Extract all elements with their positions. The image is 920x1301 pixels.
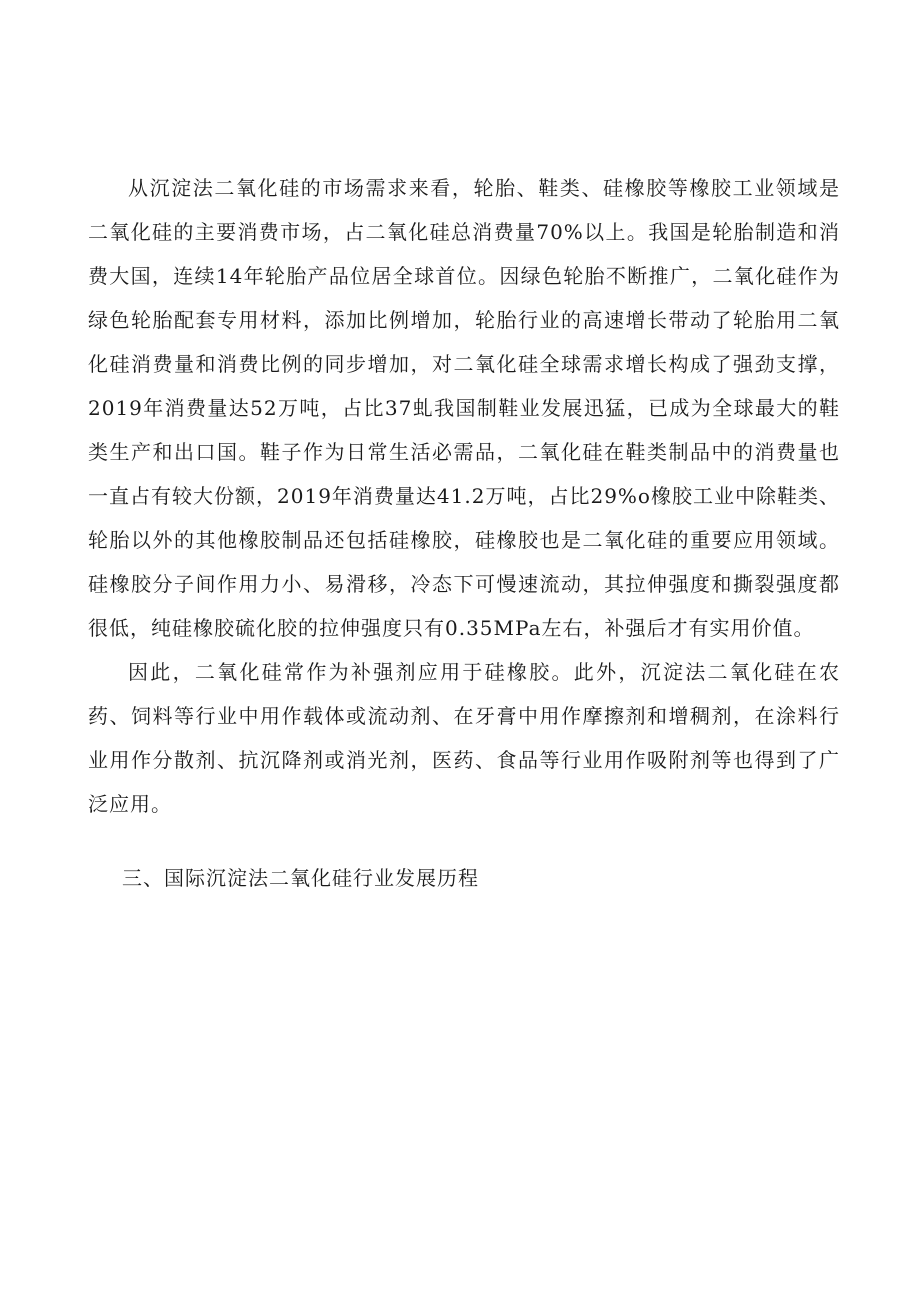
- document-body: [88, 166, 840, 900]
- section-heading: 三、国际沉淀法二氧化硅行业发展历程: [122, 866, 479, 890]
- paragraph-market-demand: 从沉淀法二氧化硅的市场需求来看，轮胎、鞋类、硅橡胶等橡胶工业领域是二氧化硅的主要消费市场，占二氧化硅总消费量70%以上。我国是轮胎制造和消费大国，连续14年轮胎产品位居全球首位。因绿色轮胎不断推广，二氧化硅作为绿色轮胎配套专用材料，添加比例增加，轮胎行业的高速增长带动了轮胎用二氧化硅消费量和消费比例的同步增加，对二氧化硅全球需求增长构成了强劲支撑，2019年消费量达52万吨，占比37虬我国制鞋业发展迅猛，已成为全球最大的鞋类生产和出口国。鞋子作为日常生活必需品，二氧化硅在鞋类制品中的消费量也一直占有较大份额，2019年消费量达41.2万吨，占比29%o橡胶工业中除鞋类、轮胎以外的其他橡胶制品还包括硅橡胶，硅橡胶也是二氧化硅的重要应用领域。硅橡胶分子间作用力小、易滑移，冷态下可慢速流动，其拉伸强度和撕裂强度都很低，纯硅橡胶硫化胶的拉伸强度只有0.35MPa左右，补强后才有实用价值。: [88, 176, 840, 640]
- paragraph-applications: 因此，二氧化硅常作为补强剂应用于硅橡胶。此外，沉淀法二氧化硅在农药、饲料等行业中用作载体或流动剂、在牙膏中用作摩擦剂和增稠剂，在涂料行业用作分散剂、抗沉降剂或消光剂，医药、食品等行业用作吸附剂等也得到了广泛应用。: [88, 660, 840, 816]
